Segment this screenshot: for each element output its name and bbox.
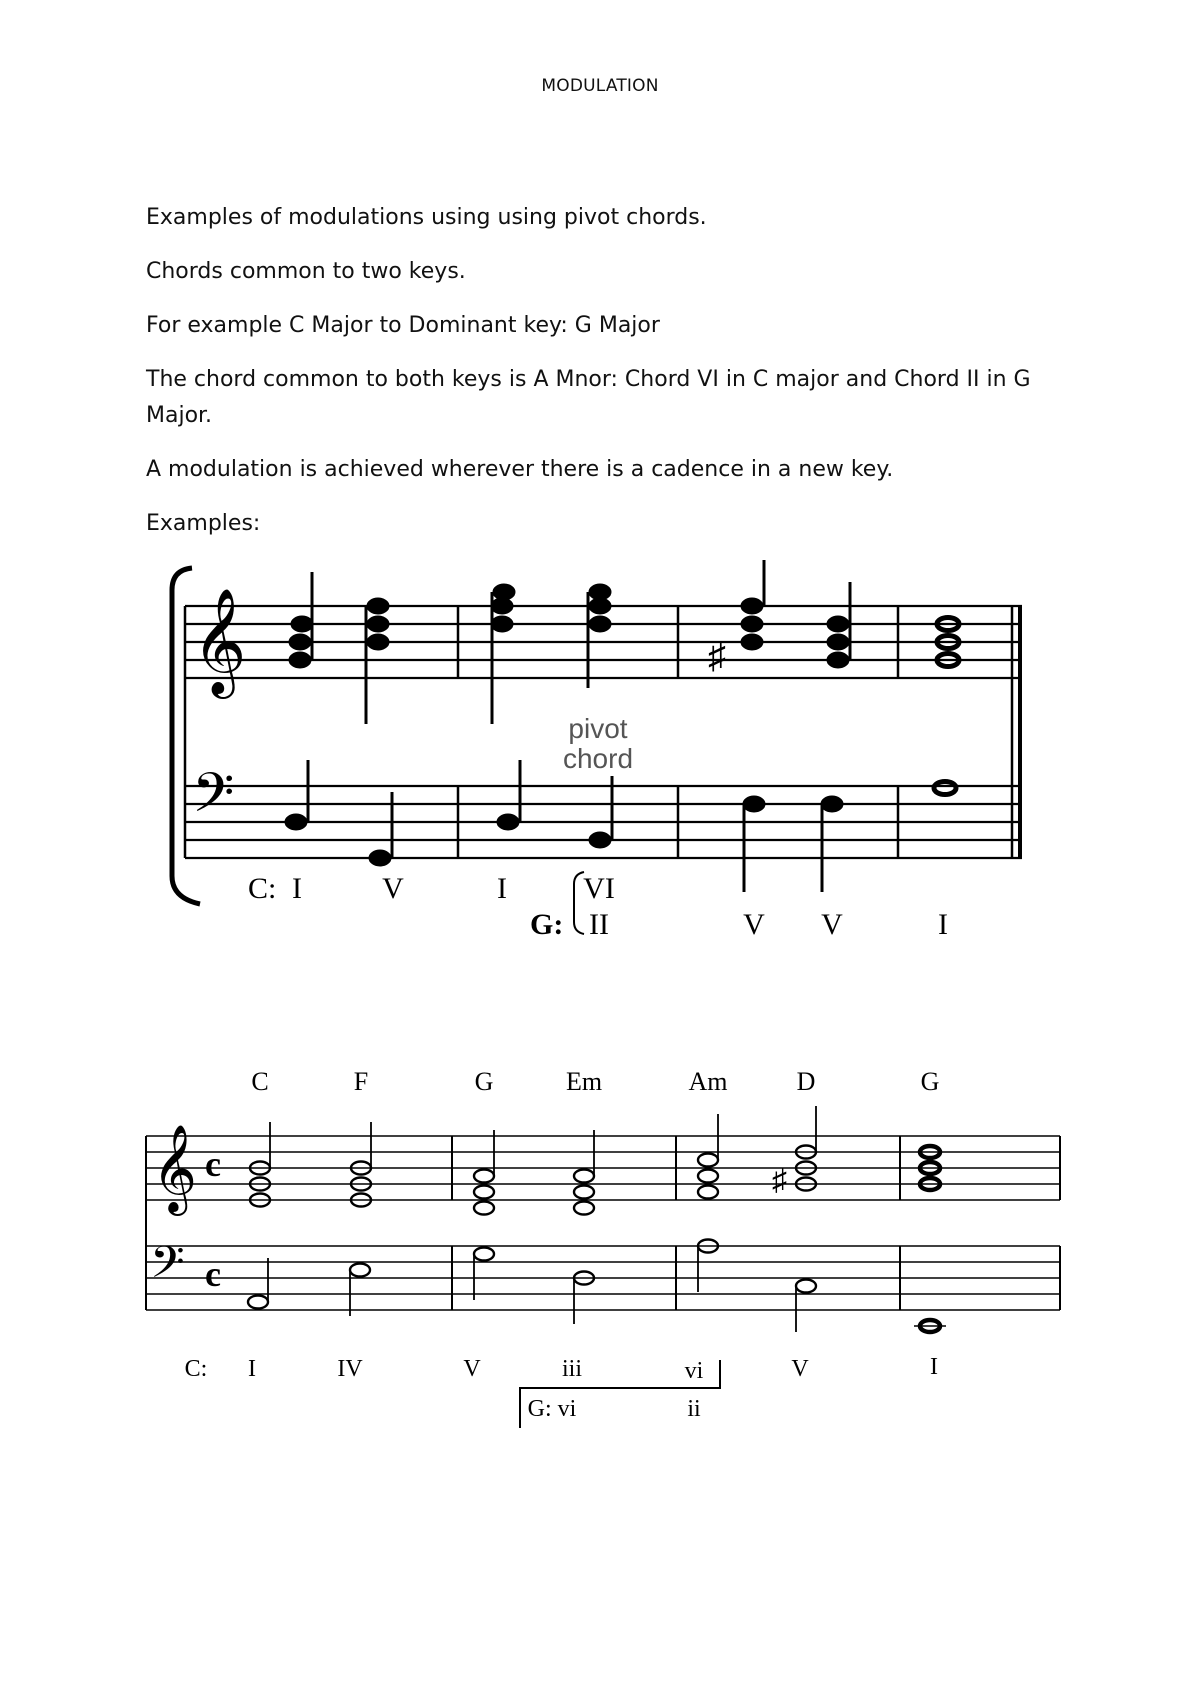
paragraph-cadence: A modulation is achieved wherever there is a cadence in a new key.: [146, 457, 894, 482]
c-numeral: V: [791, 1356, 809, 1382]
chord-symbol: Em: [565, 1067, 603, 1096]
paragraph-intro: Examples of modulations using using pivot chords.: [146, 205, 707, 230]
key-c-label: C:: [248, 872, 277, 905]
music-example-1: [0, 560, 1200, 960]
paragraph-examples-label: Examples:: [146, 511, 261, 536]
chord-symbol: D: [796, 1067, 816, 1096]
c-numeral: I: [248, 1356, 256, 1382]
c-numeral: iii: [561, 1356, 583, 1382]
c-numeral: V: [463, 1356, 481, 1382]
g-numeral: V: [743, 908, 765, 941]
paragraph-common-chords: Chords common to two keys.: [146, 259, 466, 284]
c-numeral: VI: [583, 872, 615, 905]
chord-symbol: G: [920, 1067, 940, 1096]
g-numeral: I: [938, 908, 948, 941]
c-numeral: I: [292, 872, 302, 905]
chord-symbol: C: [251, 1067, 269, 1096]
c-numeral: V: [382, 872, 404, 905]
paragraph-pivot-explanation: The chord common to both keys is A Mnor: Chord VI in C major and Chord II in G Major.: [146, 367, 1031, 428]
common-time-icon: c: [205, 1254, 221, 1294]
treble-clef-icon: 𝄞: [192, 590, 247, 692]
g-numeral: II: [589, 908, 609, 941]
sharp-icon: ♯: [772, 1164, 787, 1197]
key-c-label: C:: [184, 1356, 208, 1382]
c-numeral: IV: [337, 1356, 363, 1382]
treble-clef-icon: 𝄞: [152, 1127, 197, 1211]
common-time-icon: c: [205, 1144, 221, 1184]
bass-clef-icon: 𝄢: [192, 764, 235, 837]
c-numeral: vi: [684, 1358, 704, 1384]
key-g-label: G:: [530, 908, 564, 941]
bass-clef-icon: 𝄢: [150, 1238, 185, 1298]
chord-symbol: G: [474, 1067, 494, 1096]
key-g-label: G: vi: [527, 1396, 577, 1422]
pivot-label-1: pivot: [568, 713, 628, 744]
c-numeral: I: [930, 1354, 938, 1380]
sharp-icon: ♯: [708, 636, 726, 676]
page-header: MODULATION: [541, 76, 659, 96]
music-example-2: [0, 1060, 1200, 1440]
chord-symbol: F: [353, 1067, 369, 1096]
c-numeral: I: [497, 872, 507, 905]
chord-symbol: Am: [688, 1067, 728, 1096]
paragraph-example-keys: For example C Major to Dominant key: G Major: [146, 313, 660, 338]
pivot-label-2: chord: [562, 743, 634, 774]
g-numeral: V: [821, 908, 843, 941]
g-numeral: ii: [687, 1396, 701, 1422]
